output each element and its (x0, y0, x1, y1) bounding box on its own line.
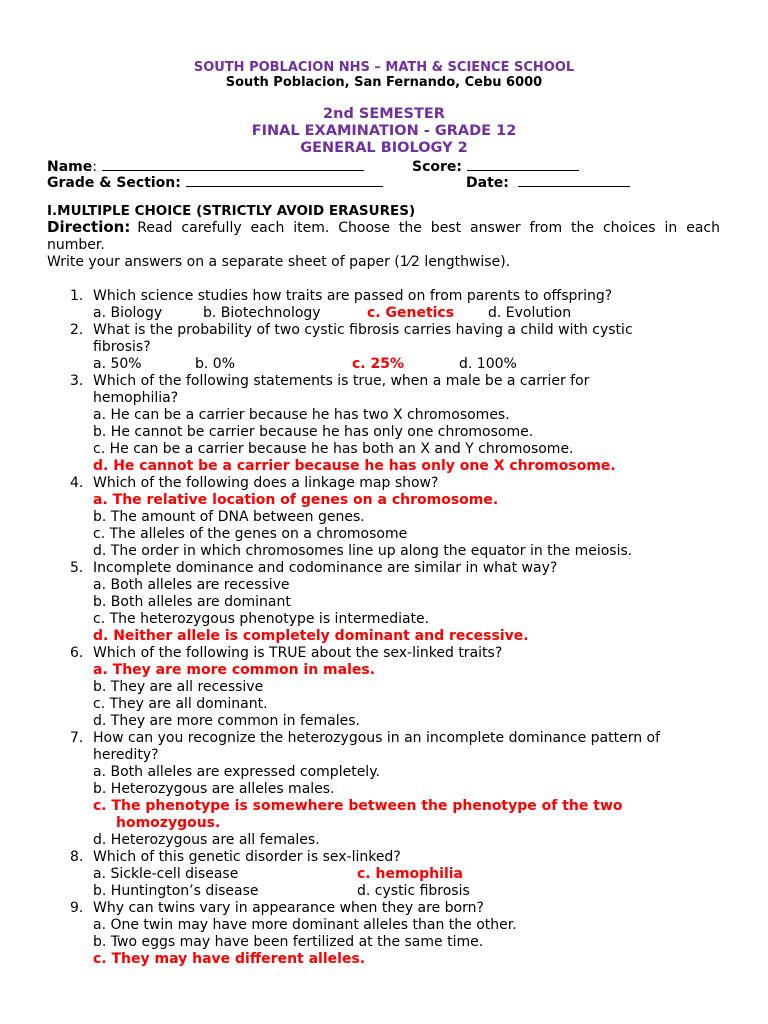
q8-choice-a: a. Sickle-cell disease (93, 866, 239, 882)
q2-text-line1: What is the probability of two cystic fibrosis carries having a child with cystic (93, 322, 633, 338)
q1-choice-b: b. Biotechnology (203, 305, 321, 321)
grade-section-field (47, 173, 383, 192)
name-colon: : (92, 159, 97, 175)
q2-choice-d: d. 100% (459, 356, 517, 372)
subject-title: GENERAL BIOLOGY 2 (300, 140, 468, 156)
name-blank (102, 157, 364, 171)
q8-text: Which of this genetic disorder is sex-linked? (93, 849, 401, 865)
q5-text: Incomplete dominance and codominance are similar in what way? (93, 560, 558, 576)
q7-choice-c-cont: homozygous. (116, 815, 221, 831)
q1-choice-a: a. Biology (93, 305, 163, 321)
semester-title: 2nd SEMESTER (323, 106, 445, 122)
q6-choice-c: c. They are all dominant. (93, 696, 268, 712)
q7-choice-b: b. Heterozygous are alleles males. (93, 781, 335, 797)
q8-choice-b: b. Huntington’s disease (93, 883, 259, 899)
date-label: Date: (466, 175, 509, 191)
q3-text-line2: hemophilia? (93, 390, 179, 406)
q6-text: Which of the following is TRUE about the sex-linked traits? (93, 645, 503, 661)
date-field (466, 173, 630, 192)
q5-choice-d: d. Neither allele is completely dominant and recessive. (93, 628, 529, 644)
q2-number: 2. (70, 322, 84, 338)
section-title: I.MULTIPLE CHOICE (STRICTLY AVOID ERASURES) (47, 203, 416, 219)
q8-choice-d: d. cystic fibrosis (357, 883, 470, 899)
q3-text-line1: Which of the following statements is true, when a male be a carrier for (93, 373, 590, 389)
q3-number: 3. (70, 373, 84, 389)
school-name: SOUTH POBLACION NHS – MATH & SCIENCE SCHOOL (193, 60, 575, 75)
score-label: Score: (412, 159, 462, 175)
q2-choice-b: b. 0% (195, 356, 235, 372)
q2-text-line2: fibrosis? (93, 339, 151, 355)
q4-number: 4. (70, 475, 84, 491)
q4-choice-b: b. The amount of DNA between genes. (93, 509, 365, 525)
q7-choice-d: d. Heterozygous are all females. (93, 832, 320, 848)
q5-choice-b: b. Both alleles are dominant (93, 594, 291, 610)
direction-label: Direction: (47, 218, 131, 236)
q1-choice-c: c. Genetics (367, 305, 455, 321)
q6-choice-d: d. They are more common in females. (93, 713, 361, 729)
q9-choice-c: c. They may have different alleles. (93, 951, 366, 967)
q3-choice-b: b. He cannot be carrier because he has only one chromosome. (93, 424, 534, 440)
q7-choice-a: a. Both alleles are expressed completely. (93, 764, 380, 780)
q7-text-line1: How can you recognize the heterozygous in an incomplete dominance pattern of (93, 730, 661, 746)
direction-text: Read carefully each item. Choose the best answer from the choices in each number. (47, 220, 720, 253)
q2-choice-c: c. 25% (352, 356, 405, 372)
q3-choice-d: d. He cannot be a carrier because he has only one X chromosome. (93, 458, 616, 474)
q3-choice-c: c. He can be a carrier because he has both an X and Y chromosome. (93, 441, 574, 457)
score-blank (467, 157, 579, 171)
q9-choice-a: a. One twin may have more dominant alleles than the other. (93, 917, 517, 933)
q1-number: 1. (70, 288, 84, 304)
direction-line2: Write your answers on a separate sheet of paper (1⁄2 lengthwise). (47, 254, 511, 270)
q7-choice-c: c. The phenotype is somewhere between the phenotype of the two (93, 798, 623, 814)
q2-choice-a: a. 50% (93, 356, 142, 372)
q9-choice-b: b. Two eggs may have been fertilized at the same time. (93, 934, 484, 950)
exam-title: FINAL EXAMINATION - GRADE 12 (251, 123, 517, 139)
q4-text: Which of the following does a linkage map show? (93, 475, 439, 491)
q5-choice-c: c. The heterozygous phenotype is intermediate. (93, 611, 430, 627)
q4-choice-d: d. The order in which chromosomes line up along the equator in the meiosis. (93, 543, 633, 559)
q9-number: 9. (70, 900, 84, 916)
name-label: Name (47, 159, 93, 175)
q8-number: 8. (70, 849, 84, 865)
q1-text: Which science studies how traits are passed on from parents to offspring? (93, 288, 613, 304)
q9-text: Why can twins vary in appearance when they are born? (93, 900, 484, 916)
q7-number: 7. (70, 730, 84, 746)
grade-section-label: Grade & Section: (47, 175, 181, 191)
q6-choice-a: a. They are more common in males. (93, 662, 376, 678)
date-blank (518, 173, 630, 187)
q1-choice-d: d. Evolution (488, 305, 572, 321)
q7-text-line2: heredity? (93, 747, 159, 763)
q6-choice-b: b. They are all recessive (93, 679, 264, 695)
direction-paragraph (47, 219, 720, 254)
q4-choice-a: a. The relative location of genes on a chromosome. (93, 492, 499, 508)
q8-choice-c: c. hemophilia (357, 866, 463, 882)
q6-number: 6. (70, 645, 84, 661)
q3-choice-a: a. He can be a carrier because he has two X chromosomes. (93, 407, 510, 423)
q4-choice-c: c. The alleles of the genes on a chromosome (93, 526, 408, 542)
grade-section-blank (186, 173, 383, 187)
q5-number: 5. (70, 560, 84, 576)
school-address: South Poblacion, San Fernando, Cebu 6000 (225, 75, 543, 90)
q5-choice-a: a. Both alleles are recessive (93, 577, 290, 593)
